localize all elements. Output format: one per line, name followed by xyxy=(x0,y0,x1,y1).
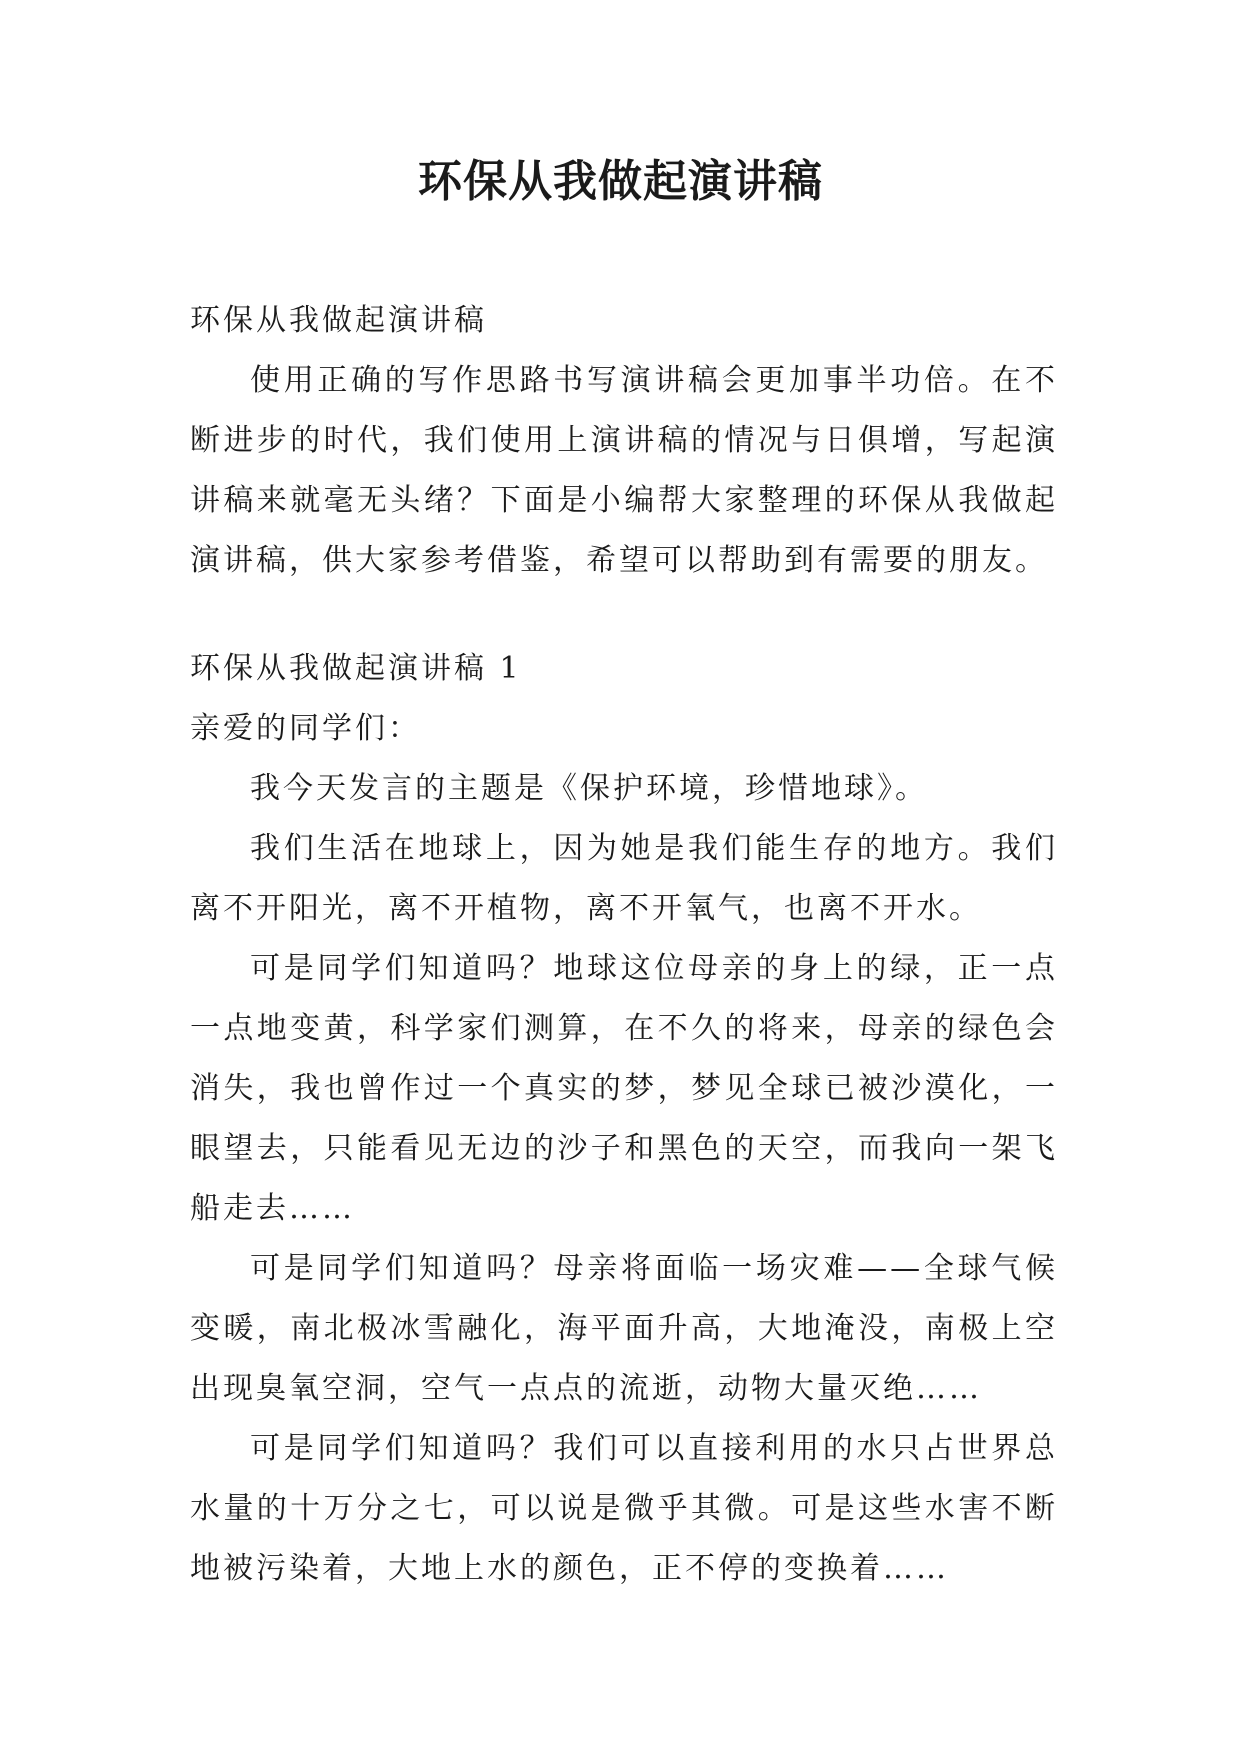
intro-paragraph: 使用正确的写作思路书写演讲稿会更加事半功倍。在不断进步的时代，我们使用上演讲稿的情况与日俱增，写起演讲稿来就毫无头绪？下面是小编帮大家整理的环保从我做起演讲稿，供大家参考借鉴，希望可以帮助到有需要的朋友。 xyxy=(190,363,1058,578)
salutation: 亲爱的同学们： xyxy=(190,711,421,746)
body-paragraph: 可是同学们知道吗？我们可以直接利用的水只占世界总水量的十万分之七，可以说是微乎其微。可是这些水害不断地被污染着，大地上水的颜色，正不停的变换着…… xyxy=(190,1431,1058,1586)
section-spacer xyxy=(190,591,1058,639)
section-heading: 环保从我做起演讲稿 1 xyxy=(190,651,522,686)
body-paragraph: 可是同学们知道吗？地球这位母亲的身上的绿，正一点一点地变黄，科学家们测算，在不久的将来，母亲的绿色会消失，我也曾作过一个真实的梦，梦见全球已被沙漠化，一眼望去，只能看见无边的沙子和黑色的天空，而我向一架飞船走去…… xyxy=(190,951,1058,1226)
intro-heading: 环保从我做起演讲稿 xyxy=(190,303,487,338)
document-body xyxy=(190,291,1058,1599)
body-paragraph: 可是同学们知道吗？母亲将面临一场灾难——全球气候变暖，南北极冰雪融化，海平面升高，大地淹没，南极上空出现臭氧空洞，空气一点点的流逝，动物大量灭绝…… xyxy=(190,1251,1058,1406)
body-paragraph: 我今天发言的主题是《保护环境，珍惜地球》。 xyxy=(250,771,928,806)
document-title: 环保从我做起演讲稿 xyxy=(418,156,823,207)
body-paragraph: 我们生活在地球上，因为她是我们能生存的地方。我们离不开阳光，离不开植物，离不开氧气，也离不开水。 xyxy=(190,831,1058,926)
